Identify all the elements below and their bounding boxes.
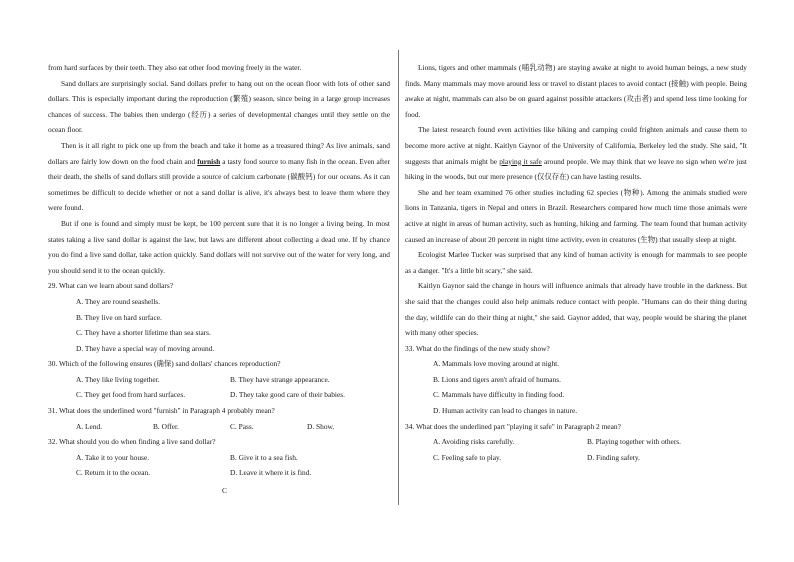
question-32: 32. What should you do when finding a live sand dollar?	[48, 437, 216, 447]
passage-b-para-furnish: Then is it all right to pick one up from the beach and take it home as a treasured thing? As live animals, sand dollars are fairly low down on the food chain and furnish a tasty food source to many fish in the ocean. Even after their death, the shells of sand dollars still provide a source of calcium carbonate (碳酸钙) for our oceans. As it can sometimes be difficult to decide whether or not a sand dollar is alive, it's always best to leave them where they were found.	[48, 140, 390, 213]
passage-c-para-2: The latest research found even activities like hiking and camping could frighten animals and cause them to become more active at night. Kaitlyn Gaynor of the University of California, Berkeley led the study. She said, "It suggests that animals might be playing it safe around people. We may think that we leave no sign when we're just hiking in the woods, but our mere presence (仅仅存在) can have lasting results.	[405, 125, 747, 182]
question-31-option-a: A. Lend.	[76, 421, 103, 431]
passage-c-para-4: Ecologist Marlee Tucker was surprised that any kind of human activity is enough for mammals to see people as a danger. "It's a little bit scary," she said.	[405, 250, 747, 275]
question-29-option-c: C. They have a shorter lifetime than sea stars.	[76, 328, 211, 338]
question-31-options	[76, 419, 390, 435]
question-30-option-b: B. They have strange appearance.	[230, 374, 330, 384]
question-29-option-a: A. They are round seashells.	[76, 296, 161, 306]
question-30-option-d: D. They take good care of their babies.	[230, 390, 345, 400]
passage-c-para-5: Kaitlyn Gaynor said the change in hours will influence animals that already have trouble in the darkness. But she said that the changes could also help animals reduce contact with people. "Humans can do their thing during the day, wildlife can do their thing at night," she said. Gaynor added, that way, people would be sharing the planet with many other species.	[405, 281, 747, 338]
question-32-option-b: B. Give it to a sea fish.	[230, 452, 298, 462]
question-29-option-b: B. They live on hard surface.	[76, 312, 162, 322]
question-33-option-c: C. Mammals have difficulty in finding food.	[433, 390, 565, 400]
question-30: 30. Which of the following ensures (确保) sand dollars' chances reproduction?	[48, 359, 281, 369]
question-31-option-d: D. Show.	[307, 421, 335, 431]
question-31-option-b: B. Offer.	[153, 421, 179, 431]
question-30-option-c: C. They get food from hard surfaces.	[76, 390, 186, 400]
question-33: 33. What do the findings of the new study show?	[405, 343, 550, 353]
section-label-c: C	[222, 486, 227, 495]
question-32-option-c: C. Return it to the ocean.	[76, 468, 151, 478]
question-29: 29. What can we learn about sand dollars?	[48, 281, 174, 291]
question-34-option-d: D. Finding safety.	[587, 452, 640, 462]
question-31-option-c: C. Pass.	[230, 421, 254, 431]
right-column	[405, 60, 747, 465]
question-32-option-d: D. Leave it where it is find.	[230, 468, 312, 478]
question-32-options	[76, 450, 390, 481]
question-29-option-d: D. They have a special way of moving around.	[76, 343, 215, 353]
question-34-options	[433, 434, 747, 465]
passage-b-para-social: Sand dollars are surprisingly social. Sand dollars prefer to hang out on the ocean floor with lots of other sand dollars. This is especially important during the reproduction (繁殖) season, since being in a large group increases chances of success. The babies then undergo (经历) a series of developmental changes until they settle on the ocean floor.	[48, 78, 390, 135]
question-33-option-a: A. Mammals love moving around at night.	[433, 359, 560, 369]
passage-c-para-1: Lions, tigers and other mammals (哺乳动物) are staying awake at night to avoid human beings, a new study finds. Many mammals may move around less or travel to distant places to avoid contact (接触) with people. Being awake at night, mammals can also be on guard against possible attackers (攻击者) and spend less time looking for food.	[405, 63, 747, 119]
passage-b-para-end: from hard surfaces by their teeth. They also eat other food moving freely in the water.	[48, 63, 302, 72]
question-33-option-b: B. Lions and tigers aren't afraid of humans.	[433, 374, 561, 384]
column-divider	[398, 50, 399, 505]
question-30-option-a: A. They like living together.	[76, 374, 160, 384]
question-34-option-b: B. Playing together with others.	[587, 437, 682, 447]
left-column	[48, 60, 390, 481]
question-32-option-a: A. Take it to your house.	[76, 452, 150, 462]
underlined-phrase-playing-it-safe: playing it safe	[499, 156, 542, 166]
question-30-options	[76, 372, 390, 403]
passage-b-para-keep: But if one is found and simply must be kept, be 100 percent sure that it is no longer a living being. In most states taking a live sand dollar is against the law, but laws are different about collecting a dead one. If by chance you do find a live sand dollar, take action quickly. Sand dollars will not survive out of the water for very long, and you should send it to the ocean quickly.	[48, 218, 390, 275]
question-34-option-c: C. Feeling safe to play.	[433, 452, 502, 462]
underlined-word-furnish: furnish	[197, 156, 221, 166]
question-31: 31. What does the underlined word "furnish" in Paragraph 4 probably mean?	[48, 406, 275, 416]
passage-c-para-3: She and her team examined 76 other studies including 62 species (物种). Among the animals studied were lions in Tanzania, tigers in Nepal and otters in Brazil. Researchers compared how much time those animals were active at night in areas of human activity, such as hunting, hiking and farming. The team found that human activity caused an increase of about 20 percent in night time activity, even in creatures (生物) that usually sleep at night.	[405, 187, 747, 244]
question-34-option-a: A. Avoiding risks carefully.	[433, 437, 515, 447]
question-33-option-d: D. Human activity can lead to changes in nature.	[433, 406, 578, 416]
question-34: 34. What does the underlined part "playing it safe" in Paragraph 2 mean?	[405, 421, 621, 431]
